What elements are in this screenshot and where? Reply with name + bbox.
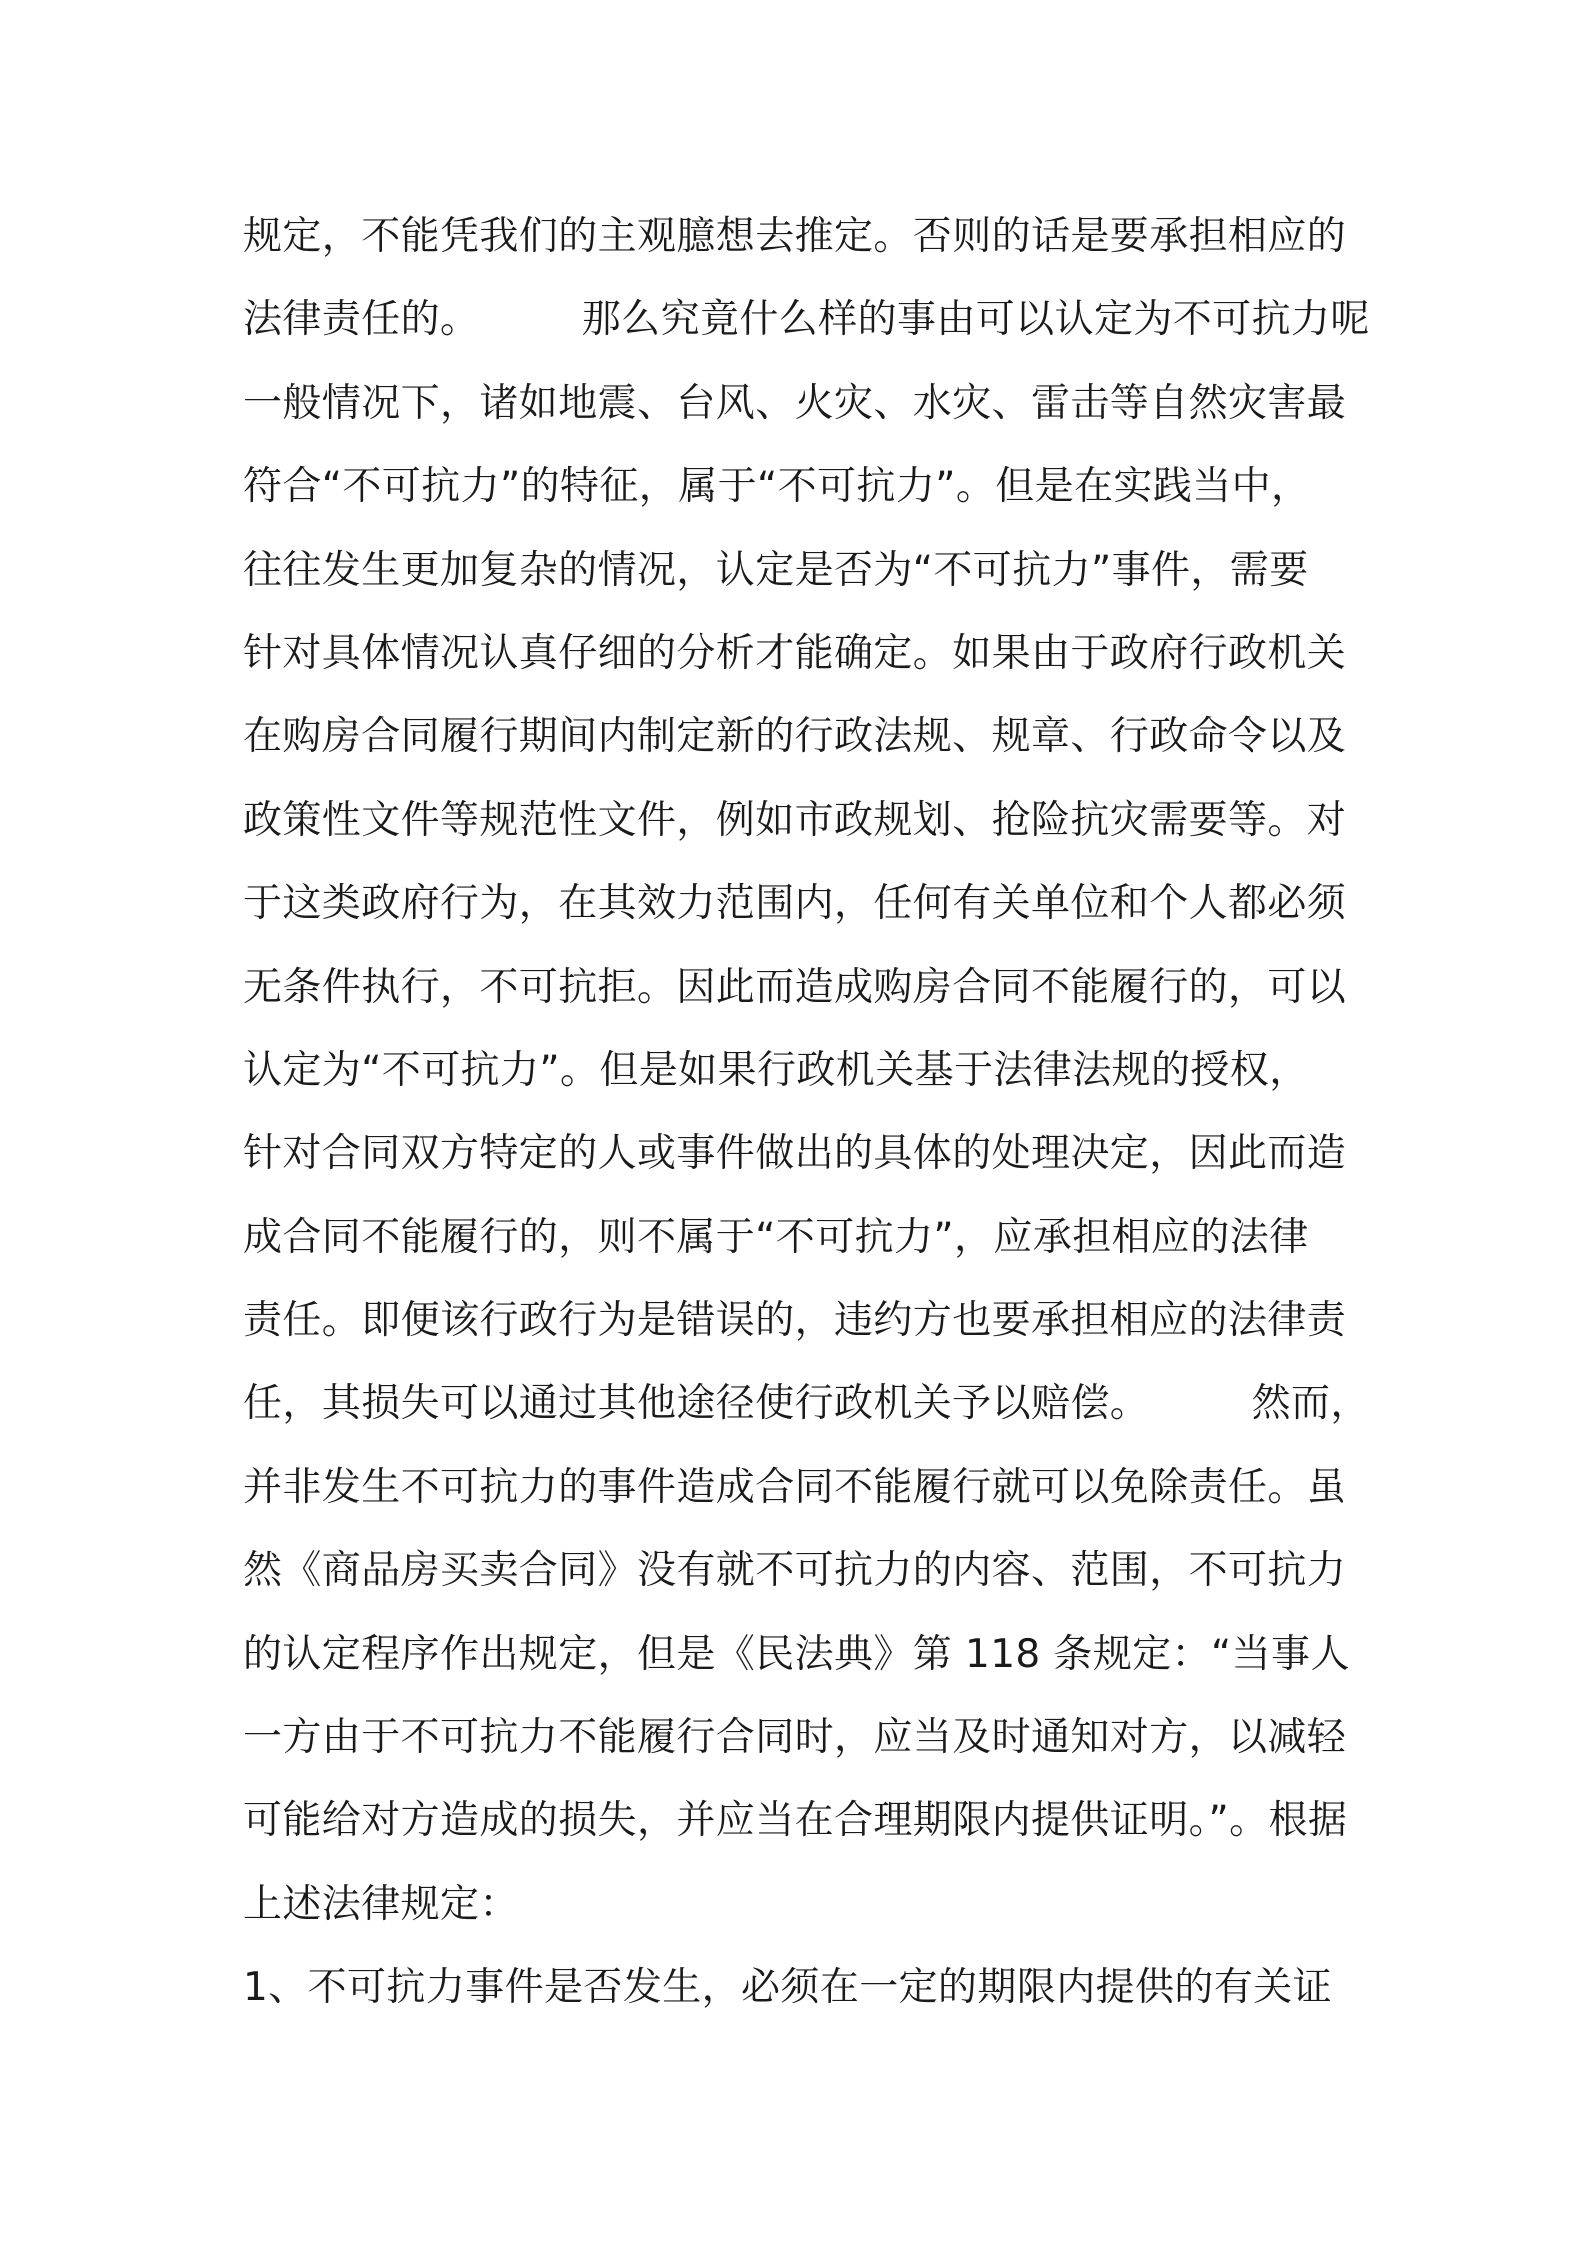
text-line: 可能给对方造成的损失，并应当在合理期限内提供证明。”。根据 — [243, 1798, 1348, 1844]
text-line: 并非发生不可抗力的事件造成合同不能履行就可以免除责任。虽 — [243, 1464, 1347, 1510]
text-line: 于这类政府行为，在其效力范围内，任何有关单位和个人都必须 — [243, 881, 1347, 927]
text-line: 法律责任的。 那么究竟什么样的事由可以认定为不可抗力呢 — [243, 297, 1370, 343]
text-line: 任，其损失可以通过其他途径使行政机关予以赔偿。 然而， — [243, 1381, 1370, 1427]
body-text — [243, 195, 1370, 2030]
text-line: 针对合同双方特定的人或事件做出的具体的处理决定，因此而造 — [243, 1131, 1347, 1177]
text-line: 1、不可抗力事件是否发生，必须在一定的期限内提供的有关证 — [243, 1965, 1333, 2011]
text-line: 一方由于不可抗力不能履行合同时，应当及时通知对方，以减轻 — [243, 1715, 1347, 1761]
text-line: 责任。即便该行政行为是错误的，违约方也要承担相应的法律责 — [243, 1298, 1347, 1344]
text-line: 上述法律规定： — [243, 1881, 519, 1927]
text-line: 的认定程序作出规定，但是《民法典》第 118 条规定：“当事人 — [243, 1631, 1350, 1677]
text-line: 针对具体情况认真仔细的分析才能确定。如果由于政府行政机关 — [243, 630, 1347, 676]
text-line: 认定为“不可抗力”。但是如果行政机关基于法律法规的授权， — [243, 1047, 1309, 1093]
text-line: 符合“不可抗力”的特征，属于“不可抗力”。但是在实践当中， — [243, 464, 1311, 510]
text-line: 在购房合同履行期间内制定新的行政法规、规章、行政命令以及 — [243, 714, 1347, 760]
text-line: 然《商品房买卖合同》没有就不可抗力的内容、范围，不可抗力 — [243, 1548, 1347, 1594]
text-line: 往往发生更加复杂的情况，认定是否为“不可抗力”事件，需要 — [243, 547, 1309, 593]
text-line: 无条件执行，不可抗拒。因此而造成购房合同不能履行的，可以 — [243, 964, 1347, 1010]
text-line: 成合同不能履行的，则不属于“不可抗力”，应承担相应的法律 — [243, 1214, 1309, 1260]
text-line: 政策性文件等规范性文件，例如市政规划、抢险抗灾需要等。对 — [243, 797, 1347, 843]
text-line: 一般情况下，诸如地震、台风、火灾、水灾、雷击等自然灾害最 — [243, 380, 1347, 426]
text-line: 规定，不能凭我们的主观臆想去推定。否则的话是要承担相应的 — [243, 214, 1347, 259]
